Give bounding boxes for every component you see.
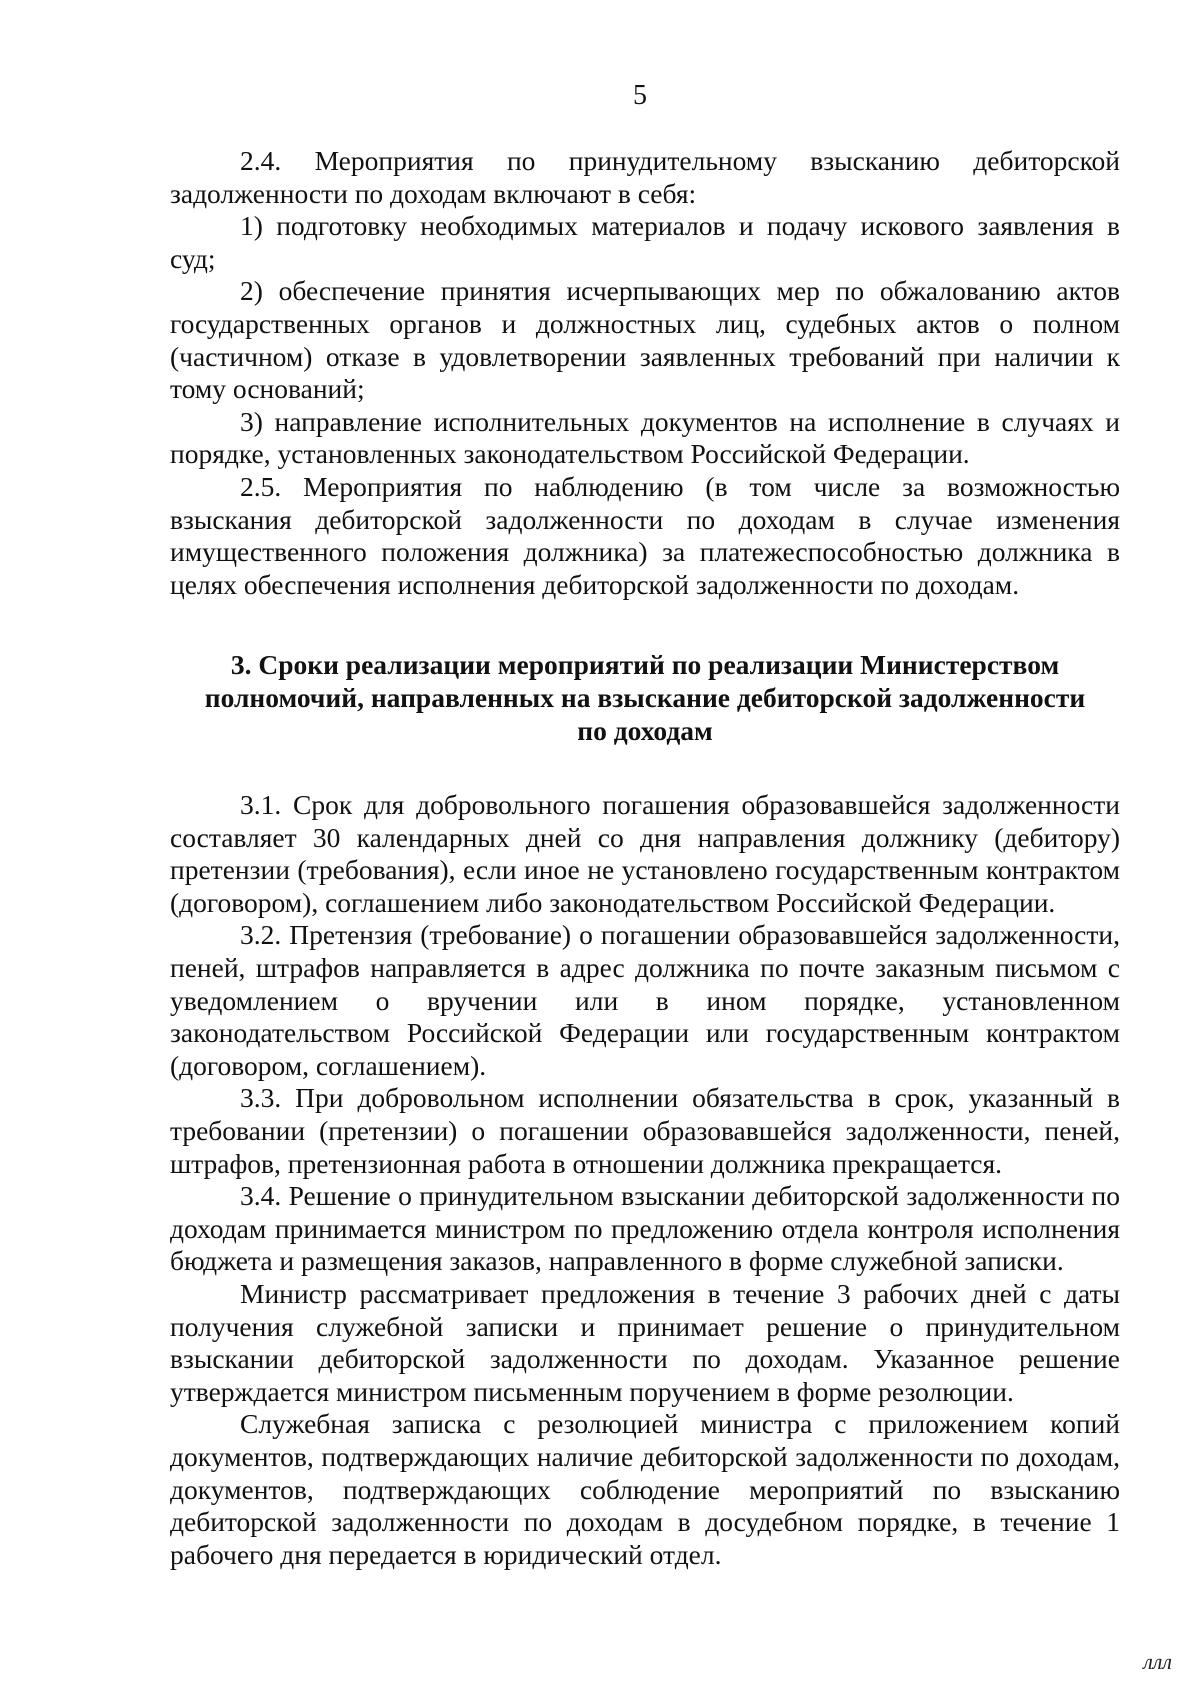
document-body (170, 145, 1120, 1571)
page-number: 5 (633, 80, 647, 111)
section-heading-line: 3. Сроки реализации мероприятий по реализации Министерством (230, 649, 1060, 681)
paragraph-3-2: 3.2. Претензия (требование) о погашении образовавшейся задолженности, пеней, штрафов направляется в адрес должника по почте заказным письмом с уведомлением о вручении или в ином порядке, установленном законодательством Российской Федерации или государственным контрактом (договором, соглашением). (170, 919, 1120, 1081)
paragraph-2-5: 2.5. Мероприятия по наблюдению (в том числе за возможностью взыскания дебиторской задолженности по доходам в случае изменения имущественного положения должника) за платежеспособностью должника в целях обеспечения исполнения дебиторской задолженности по доходам. (170, 470, 1120, 600)
section-3-heading (170, 649, 1120, 747)
paragraph-2-4: 2.4. Мероприятия по принудительному взысканию дебиторской задолженности по доходам включают в себя: (170, 145, 1120, 209)
paragraph-memo-transfer: Служебная записка с резолюцией министра с приложением копий документов, подтверждающих наличие дебиторской задолженности по доходам, документов, подтверждающих соблюдение мероприятий по взысканию дебиторской задолженности по доходам в досудебном порядке, в течение 1 рабочего дня передается в юридический отдел. (170, 1408, 1120, 1570)
paragraph-3-3: 3.3. При добровольном исполнении обязательства в срок, указанный в требовании (претензии) о погашении образовавшейся задолженности, пеней, штрафов, претензионная работа в отношении должника прекращается. (170, 1082, 1120, 1179)
list-item-3: 3) направление исполнительных документов на исполнение в случаях и порядке, установленных законодательством Российской Федерации. (170, 405, 1120, 470)
handwritten-initials: ллл (1143, 1649, 1172, 1674)
list-item-1: 1) подготовку необходимых материалов и подачу искового заявления в суд; (170, 210, 1120, 274)
list-item-2: 2) обеспечение принятия исчерпывающих мер по обжалованию актов государственных органов и должностных лиц, судебных актов о полном (частичном) отказе в удовлетворении заявленных требований при наличии к тому оснований; (170, 275, 1120, 405)
section-heading-line: полномочий, направленных на взыскание дебиторской задолженности (204, 681, 1086, 713)
section-heading-line: по доходам (577, 714, 713, 746)
paragraph-minister-decision: Министр рассматривает предложения в течение 3 рабочих дней с даты получения служебной записки и принимает решение о принудительном взыскании дебиторской задолженности по доходам. Указанное решение утверждается министром письменным поручением в форме резолюции. (170, 1278, 1120, 1407)
paragraph-3-1: 3.1. Срок для добровольного погашения образовавшейся задолженности составляет 30 календарных дней со дня направления должнику (дебитору) претензии (требования), если иное не установлено государственным контрактом (договором), соглашением либо законодательством Российской Федерации. (170, 789, 1120, 918)
paragraph-3-4: 3.4. Решение о принудительном взыскании дебиторской задолженности по доходам принимается министром по предложению отдела контроля исполнения бюджета и размещения заказов, направленного в форме служебной записки. (170, 1180, 1120, 1277)
